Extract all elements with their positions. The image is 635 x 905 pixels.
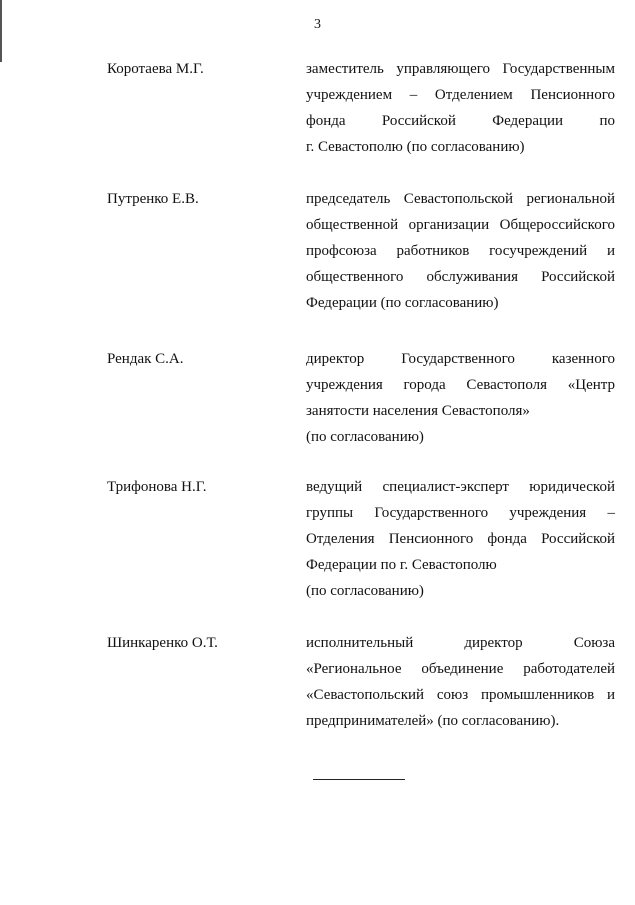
closing-divider-line: [313, 779, 405, 780]
member-name: Коротаева М.Г.: [107, 61, 204, 77]
position-line: заместитель управляющего Государственным: [306, 61, 615, 77]
position-line: директор Государственного казенного: [306, 351, 615, 367]
position-line: ведущий специалист-эксперт юридической: [306, 479, 615, 495]
member-position: [306, 474, 615, 604]
position-line: учреждения города Севастополя «Центр: [306, 377, 615, 393]
position-line: «Региональное объединение работодателей: [306, 661, 615, 677]
position-line: предпринимателей» (по согласованию).: [306, 713, 560, 729]
member-name: Трифонова Н.Г.: [107, 479, 207, 495]
member-position: [306, 346, 615, 450]
position-line: общественного обслуживания Российской: [306, 269, 615, 285]
position-line: профсоюза работников госучреждений и: [306, 243, 615, 259]
position-line: «Севастопольский союз промышленников и: [306, 687, 615, 703]
position-line: фонда Российской Федерации по: [306, 113, 615, 129]
position-line: (по согласованию): [306, 583, 424, 599]
position-line: учреждением – Отделением Пенсионного: [306, 87, 615, 103]
member-name: Шинкаренко О.Т.: [107, 635, 218, 651]
position-line: председатель Севастопольской региональной: [306, 191, 615, 207]
position-line: занятости населения Севастополя»: [306, 403, 530, 419]
member-position: [306, 630, 615, 734]
member-name: Путренко Е.В.: [107, 191, 199, 207]
position-line: общественной организации Общероссийского: [306, 217, 615, 233]
position-line: Федерации по г. Севастополю: [306, 557, 497, 573]
member-position: [306, 186, 615, 316]
position-line: Федерации (по согласованию): [306, 295, 499, 311]
position-line: Отделения Пенсионного фонда Российской: [306, 531, 615, 547]
position-line: г. Севастополю (по согласованию): [306, 139, 525, 155]
member-position: [306, 56, 615, 160]
position-line: (по согласованию): [306, 429, 424, 445]
page-number: 3: [314, 17, 321, 32]
position-line: группы Государственного учреждения –: [306, 505, 615, 521]
member-name: Рендак С.А.: [107, 351, 184, 367]
position-line: исполнительный директор Союза: [306, 635, 615, 651]
